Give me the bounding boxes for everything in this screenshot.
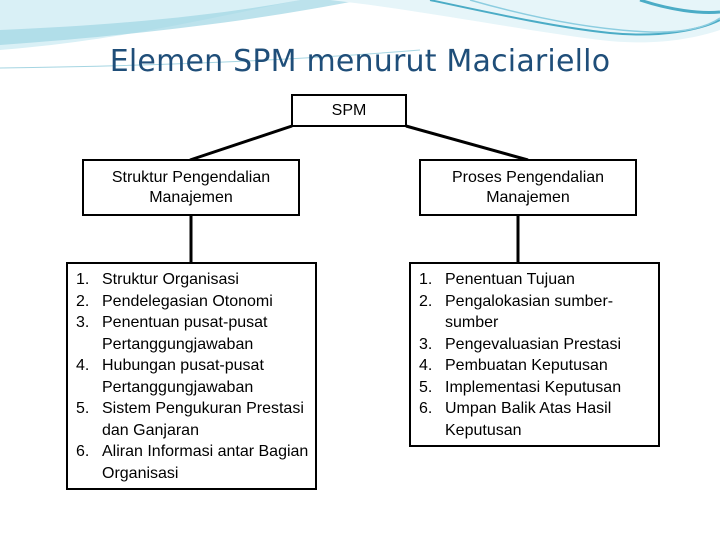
list-item: 2. Pendelegasian Otonomi [76, 292, 273, 310]
list-item: 4. Pembuatan Keputusan [419, 357, 608, 374]
left-branch-header-label: Struktur Pengendalian Manajemen [111, 168, 271, 206]
right-branch-header-label: Proses Pengendalian Manajemen [451, 168, 605, 206]
root-node-label: SPM [331, 101, 367, 119]
list-item: 5. Implementasi Keputusan [419, 378, 622, 396]
right-branch-header [419, 159, 637, 216]
left-items-list [68, 269, 309, 484]
list-item: 5. Sistem Pengukuran Prestasi dan Ganjaran [76, 400, 304, 439]
list-item: 6. Umpan Balik Atas Hasil Keputusan [419, 400, 612, 439]
right-items-list [411, 269, 652, 441]
page-title: Elemen SPM menurut Maciariello [109, 44, 611, 79]
list-item: 6. Aliran Informasi antar Bagian Organisasi [76, 443, 309, 482]
left-items-list-box [66, 262, 317, 490]
list-item: 3. Pengevaluasian Prestasi [419, 335, 622, 353]
list-item: 2. Pengalokasian sumber-sumber [419, 292, 614, 331]
list-item: 1. Penentuan Tujuan [419, 271, 575, 288]
root-node-spm [291, 94, 407, 127]
list-item: 4. Hubungan pusat-pusat Pertanggungjawaban [76, 357, 264, 396]
left-branch-header [82, 159, 300, 216]
list-item: 1. Struktur Organisasi [76, 271, 239, 288]
right-items-list-box [409, 262, 660, 447]
list-item: 3. Penentuan pusat-pusat Pertanggungjawaban [76, 314, 268, 353]
